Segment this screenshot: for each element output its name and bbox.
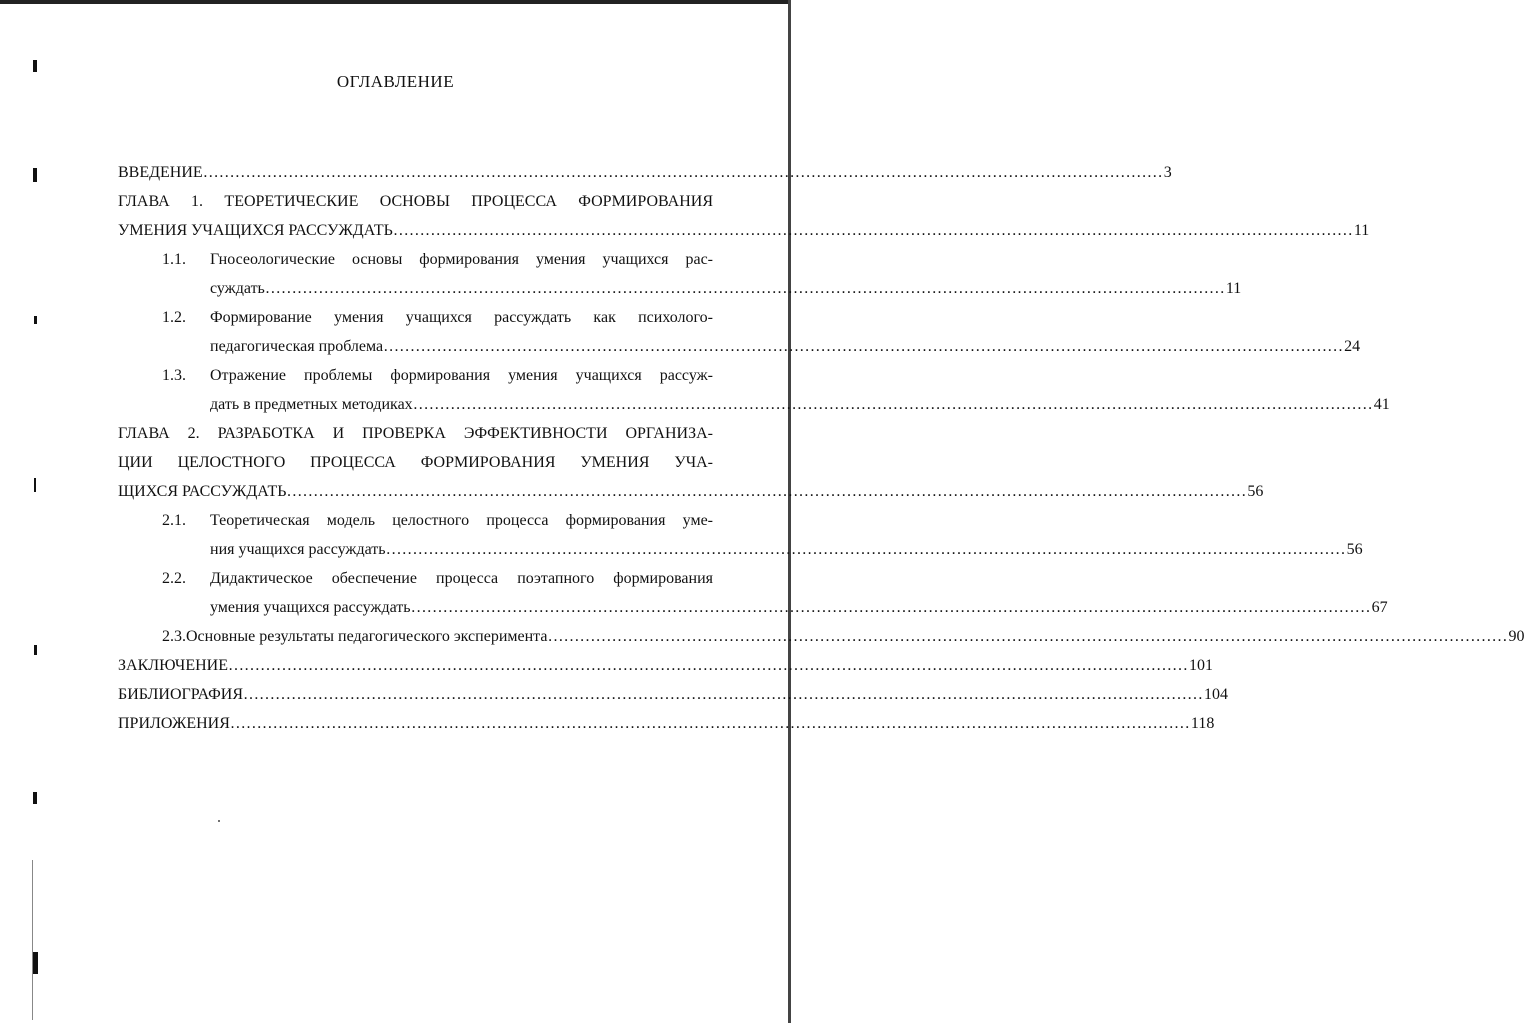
toc-label: ЩИХСЯ РАССУЖДАТЬ — [118, 483, 287, 500]
toc-chapter-2-title-cont: ЦИИ ЦЕЛОСТНОГО ПРОЦЕССА ФОРМИРОВАНИЯ УМЕНИЯ УЧА- — [118, 454, 713, 471]
toc-leader — [393, 216, 1353, 245]
toc-section-title: Дидактическое обеспечение процесса поэтапного формирования — [210, 570, 713, 587]
toc-entry-section-2-2 — [210, 593, 1388, 622]
toc-label: ВВЕДЕНИЕ — [118, 164, 203, 181]
toc-section-title: Формирование умения учащихся рассуждать как психолого- — [210, 309, 713, 326]
toc-entry-chapter-2 — [118, 477, 1264, 506]
toc-entry-chapter-1 — [118, 216, 1370, 245]
toc-section-number: 1.1. — [162, 251, 186, 268]
toc-leader — [413, 390, 1373, 419]
toc-page-number: 67 — [1371, 599, 1388, 616]
toc-leader — [228, 651, 1188, 680]
toc-label: суждать — [210, 280, 265, 297]
toc-section-1-1 — [118, 245, 713, 274]
toc-page-number: 24 — [1344, 338, 1361, 355]
toc-label: Основные результаты педагогического эксперимента — [186, 628, 548, 645]
toc-page-number: 41 — [1373, 396, 1390, 413]
toc-section-2-1 — [118, 506, 713, 535]
toc-label: педагогическая проблема — [210, 338, 384, 355]
toc-section-2-3 — [118, 622, 1524, 651]
toc-leader — [230, 709, 1190, 738]
table-of-contents — [118, 158, 1524, 738]
scan-edge-right — [788, 0, 791, 1023]
toc-leader — [265, 274, 1225, 303]
punch-mark — [34, 478, 36, 492]
toc-page-number: 101 — [1188, 657, 1213, 674]
toc-entry-section-2-1 — [210, 535, 1363, 564]
toc-section-title: Отражение проблемы формирования умения учащихся рассуж- — [210, 367, 713, 384]
toc-section-1-3 — [118, 361, 713, 390]
toc-label: дать в предметных методиках — [210, 396, 413, 413]
toc-page-number: 104 — [1204, 686, 1229, 703]
toc-label: ния учащихся рассуждать — [210, 541, 386, 558]
toc-leader — [243, 680, 1203, 709]
toc-entry-appendices — [118, 709, 1215, 738]
toc-leader — [386, 535, 1346, 564]
toc-label: умения учащихся рассуждать — [210, 599, 411, 616]
page-title: ОГЛАВЛЕНИЕ — [336, 72, 455, 91]
toc-label: ПРИЛОЖЕНИЯ — [118, 715, 230, 732]
toc-leader — [383, 332, 1343, 361]
toc-entry-intro — [118, 158, 1172, 187]
punch-mark — [34, 645, 37, 655]
scan-speck — [218, 820, 220, 822]
toc-section-number: 2.1. — [162, 512, 186, 529]
toc-label: УМЕНИЯ УЧАЩИХСЯ РАССУЖДАТЬ — [118, 222, 393, 239]
toc-label: ЗАКЛЮЧЕНИЕ — [118, 657, 228, 674]
punch-mark — [33, 792, 37, 804]
toc-section-1-2 — [118, 303, 713, 332]
toc-section-number: 1.3. — [162, 367, 186, 384]
toc-section-number: 2.3. — [162, 628, 186, 645]
toc-entry-section-1-1 — [210, 274, 1242, 303]
toc-entry-section-1-2 — [210, 332, 1361, 361]
toc-entry-section-2-3 — [186, 622, 1524, 651]
toc-section-number: 2.2. — [162, 570, 186, 587]
toc-label: БИБЛИОГРАФИЯ — [118, 686, 244, 703]
toc-section-title: Гносеологические основы формирования умения учащихся рас- — [210, 251, 713, 268]
toc-page-number: 118 — [1190, 715, 1215, 732]
toc-chapter-2-title: ГЛАВА 2. РАЗРАБОТКА И ПРОВЕРКА ЭФФЕКТИВНОСТИ ОРГАНИЗА- — [118, 425, 713, 442]
toc-page-number: 11 — [1353, 222, 1370, 239]
punch-mark — [33, 60, 37, 72]
toc-page-number: 3 — [1163, 164, 1172, 181]
toc-section-title: Теоретическая модель целостного процесса формирования уме- — [210, 512, 713, 529]
toc-section-number: 1.2. — [162, 309, 186, 326]
toc-entry-section-1-3 — [210, 390, 1390, 419]
scan-edge-top — [0, 0, 791, 4]
punch-mark — [33, 168, 37, 182]
scan-edge-left — [32, 860, 33, 1020]
punch-mark — [33, 952, 38, 974]
toc-section-2-2 — [118, 564, 713, 593]
toc-page-number: 56 — [1247, 483, 1264, 500]
toc-chapter-1-title: ГЛАВА 1. ТЕОРЕТИЧЕСКИЕ ОСНОВЫ ПРОЦЕССА ФОРМИРОВАНИЯ — [118, 193, 713, 210]
punch-mark — [34, 316, 37, 324]
toc-page-number: 56 — [1346, 541, 1363, 558]
toc-leader — [411, 593, 1371, 622]
toc-entry-conclusion — [118, 651, 1213, 680]
toc-leader — [203, 158, 1163, 187]
toc-page-number: 90 — [1508, 628, 1524, 645]
toc-page-number: 11 — [1225, 280, 1242, 297]
toc-entry-bibliography — [118, 680, 1229, 709]
toc-leader — [547, 622, 1507, 651]
toc-leader — [286, 477, 1246, 506]
